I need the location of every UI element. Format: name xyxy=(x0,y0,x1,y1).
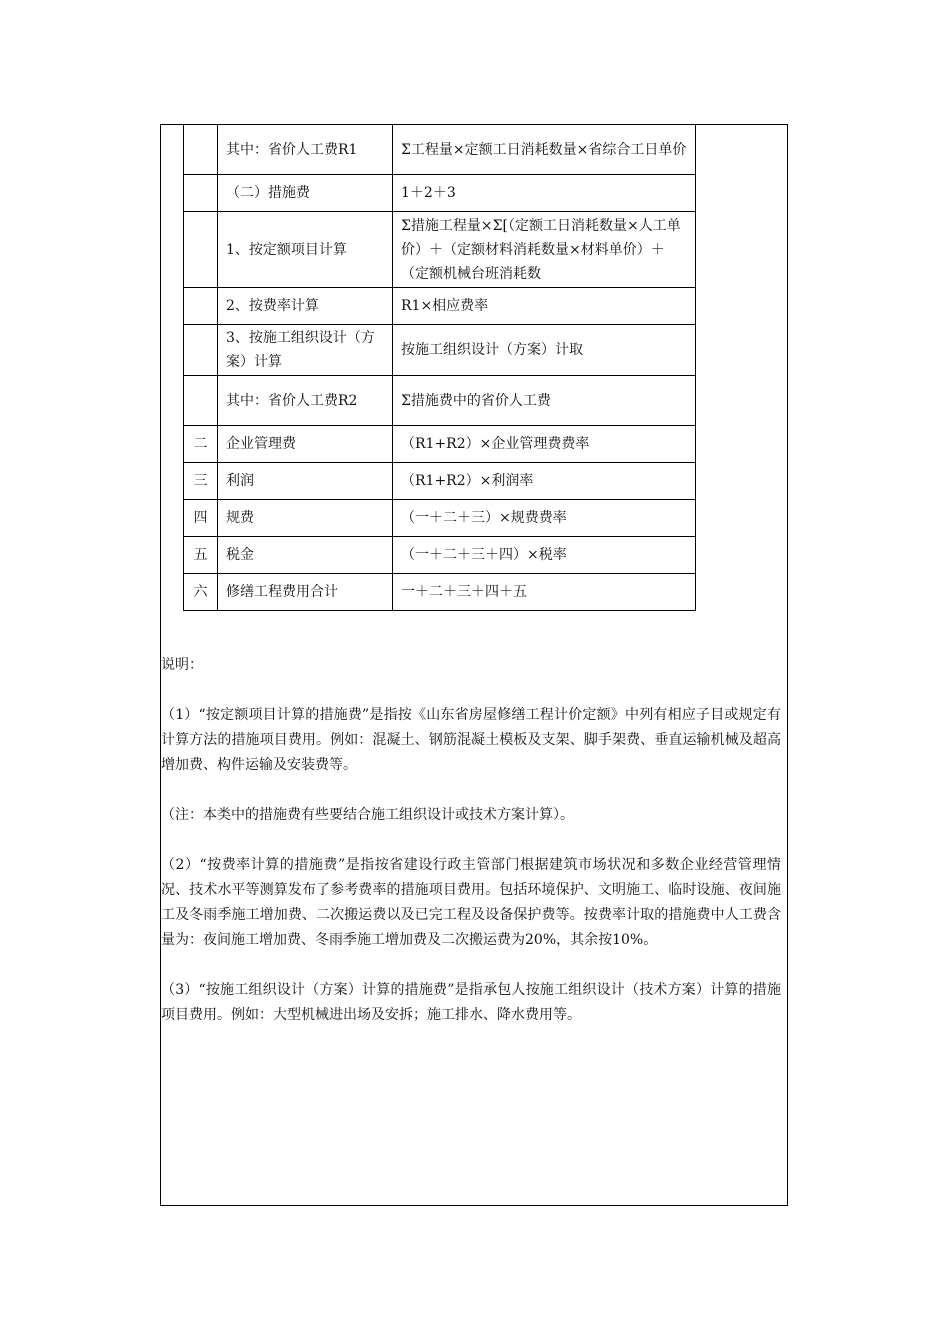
document-frame xyxy=(160,124,788,1206)
item-formula: 一＋二＋三＋四＋五 xyxy=(393,574,696,611)
row-number xyxy=(184,125,218,175)
table-row xyxy=(184,463,696,500)
notes-section xyxy=(161,653,781,1053)
table-row xyxy=(184,212,696,288)
row-number xyxy=(184,288,218,325)
item-name: 2、按费率计算 xyxy=(218,288,393,325)
item-name: 规费 xyxy=(218,500,393,537)
fee-table xyxy=(183,124,696,611)
item-name: 税金 xyxy=(218,537,393,574)
item-formula: Σ措施工程量×Σ[（定额工日消耗数量×人工单价）＋（定额材料消耗数量×材料单价）＋（定额机械台班消耗数 xyxy=(393,212,696,288)
item-formula: （R1+R2）×利润率 xyxy=(393,463,696,500)
item-name: 修缮工程费用合计 xyxy=(218,574,393,611)
item-name: （二）措施费 xyxy=(218,175,393,212)
table-row xyxy=(184,537,696,574)
table-row xyxy=(184,376,696,426)
item-formula: R1×相应费率 xyxy=(393,288,696,325)
item-formula: 1＋2＋3 xyxy=(393,175,696,212)
item-name: 1、按定额项目计算 xyxy=(218,212,393,288)
table-row xyxy=(184,125,696,175)
item-formula: Σ工程量×定额工日消耗数量×省综合工日单价 xyxy=(393,125,696,175)
item-name: 其中：省价人工费R1 xyxy=(218,125,393,175)
table-row xyxy=(184,574,696,611)
row-number xyxy=(184,376,218,426)
table-row xyxy=(184,288,696,325)
item-formula: （一＋二＋三）×规费费率 xyxy=(393,500,696,537)
item-formula: （一＋二＋三＋四）×税率 xyxy=(393,537,696,574)
item-name: 利润 xyxy=(218,463,393,500)
row-number: 五 xyxy=(184,537,218,574)
item-name: 企业管理费 xyxy=(218,426,393,463)
note-paragraph: （3）“按施工组织设计（方案）计算的措施费”是指承包人按施工组织设计（技术方案）计算的措施项目费用。例如：大型机械进出场及安拆；施工排水、降水费用等。 xyxy=(161,982,781,1023)
note-paragraph: （1）“按定额项目计算的措施费”是指按《山东省房屋修缮工程计价定额》中列有相应子目或规定有计算方法的措施项目费用。例如：混凝土、钢筋混凝土模板及支架、脚手架费、垂直运输机械及超高增加费、构件运输及安装费等。 xyxy=(161,707,781,773)
table-row xyxy=(184,500,696,537)
item-formula: （R1+R2）×企业管理费费率 xyxy=(393,426,696,463)
row-number xyxy=(184,325,218,376)
row-number: 二 xyxy=(184,426,218,463)
item-name: 其中：省价人工费R2 xyxy=(218,376,393,426)
row-number: 六 xyxy=(184,574,218,611)
row-number: 四 xyxy=(184,500,218,537)
row-number xyxy=(184,175,218,212)
row-number xyxy=(184,212,218,288)
table-row xyxy=(184,426,696,463)
note-paragraph: （注：本类中的措施费有些要结合施工组织设计或技术方案计算）。 xyxy=(161,807,574,823)
notes-heading: 说明： xyxy=(161,657,203,673)
table-row xyxy=(184,325,696,376)
note-paragraph: （2）“按费率计算的措施费”是指按省建设行政主管部门根据建筑市场状况和多数企业经营管理情况、技术水平等测算发布了参考费率的措施项目费用。包括环境保护、文明施工、临时设施、夜间施工及冬雨季施工增加费、二次搬运费以及已完工程及设备保护费等。按费率计取的措施费中人工费含量为：夜间施工增加费、冬雨季施工增加费及二次搬运费为20%，其余按10%。 xyxy=(161,857,781,948)
item-formula: Σ措施费中的省价人工费 xyxy=(393,376,696,426)
table-row xyxy=(184,175,696,212)
item-formula: 按施工组织设计（方案）计取 xyxy=(393,325,696,376)
item-name: 3、按施工组织设计（方案）计算 xyxy=(218,325,393,376)
row-number: 三 xyxy=(184,463,218,500)
